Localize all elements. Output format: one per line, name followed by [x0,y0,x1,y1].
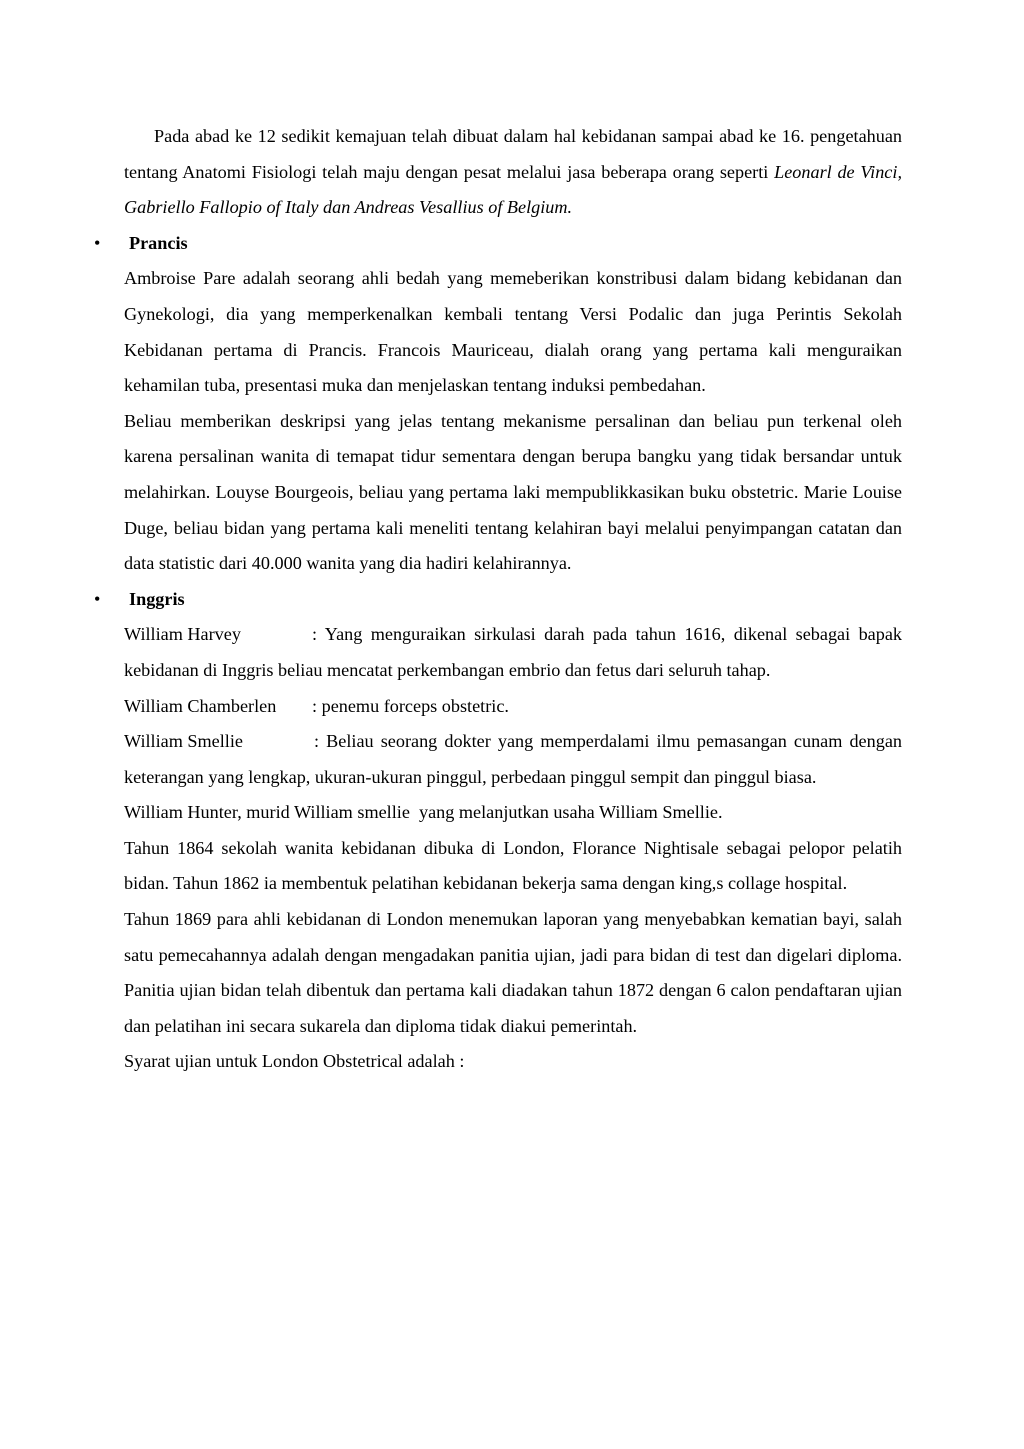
intro-paragraph [124,119,902,226]
chamberlen-description: : penemu forceps obstetric. [312,695,509,716]
harvey-name: William Harvey [124,624,241,645]
harvey-description: : Yang menguraikan sirkulasi darah pada tahun 1616, dikenal sebagai bapak kebidanan di Inggris beliau mencatat perkembangan embrio dan fetus dari seluruh tahap. [124,624,902,680]
intro-text: Pada abad ke 12 sedikit kemajuan telah dibuat dalam hal kebidanan sampai abad ke 16. pengetahuan tentang Anatomi Fisiologi telah maju dengan pesat melalui jasa beberapa orang seperti [124,126,902,182]
document-body [94,119,902,1080]
prancis-heading-line [94,226,902,262]
prancis-paragraph-1: Ambroise Pare adalah seorang ahli bedah yang memeberikan konstribusi dalam bidang kebidanan dan Gynekologi, dia yang memperkenalkan kembali tentang Versi Podalic dan juga Perintis Sekolah Kebidanan pertama di Prancis. Francois Mauriceau, dialah orang yang pertama kali menguraikan kehamilan tuba, presentasi muka dan menjelaskan tentang induksi pembedahan. [124,268,902,396]
chamberlen-name: William Chamberlen [124,695,277,716]
inggris-heading: Inggris [129,588,185,609]
section-prancis [94,226,902,582]
harvey-entry [124,617,902,688]
smellie-name: William Smellie [124,731,243,752]
smellie-description: : Beliau seorang dokter yang memperdalami ilmu pemasangan cunam dengan keterangan yang lengkap, ukuran-ukuran pinggul, perbedaan pinggul sempit dan pinggul biasa. [124,731,902,787]
bullet-icon: • [94,588,101,609]
syarat-line: Syarat ujian untuk London Obstetrical adalah : [124,1051,465,1072]
chamberlen-entry [124,689,902,725]
prancis-heading: Prancis [129,232,188,253]
section-inggris [94,582,902,1080]
paragraph-1864: Tahun 1864 sekolah wanita kebidanan dibuka di London, Florance Nightisale sebagai pelopor pelatih bidan. Tahun 1862 ia membentuk pelatihan kebidanan bekerja sama dengan king,s collage hospital. [124,837,902,894]
prancis-paragraph-2: Beliau memberikan deskripsi yang jelas tentang mekanisme persalinan dan beliau pun terkenal oleh karena persalinan wanita di temapat tidur sementara dengan berupa bangku yang tidak bersandar untuk melahirkan. Louyse Bourgeois, beliau yang pertama laki mempublikkasikan buku obstetric. Marie Louise Duge, beliau bidan yang pertama kali meneliti tentang kelahiran bayi melalui penyimpangan catatan dan data statistic dari 40.000 wanita yang dia hadiri kelahirannya. [124,410,902,574]
intro-italic-names: Leonarl de Vinci, Gabriello Fallopio of Italy dan Andreas Vesallius of Belgium. [124,161,902,218]
inggris-heading-line [94,582,902,618]
hunter-paragraph: William Hunter, murid William smellie yang melanjutkan usaha William Smellie. [124,802,723,823]
smellie-entry [124,724,902,795]
paragraph-1869: Tahun 1869 para ahli kebidanan di London menemukan laporan yang menyebabkan kematian bayi, salah satu pemecahannya adalah dengan mengadakan panitia ujian, jadi para bidan di test dan digelari diploma. Panitia ujian bidan telah dibentuk dan pertama kali diadakan tahun 1872 dengan 6 calon pendaftaran ujian dan pelatihan ini secara sukarela dan diploma tidak diakui pemerintah. [124,909,902,1036]
bullet-icon: • [94,232,101,253]
